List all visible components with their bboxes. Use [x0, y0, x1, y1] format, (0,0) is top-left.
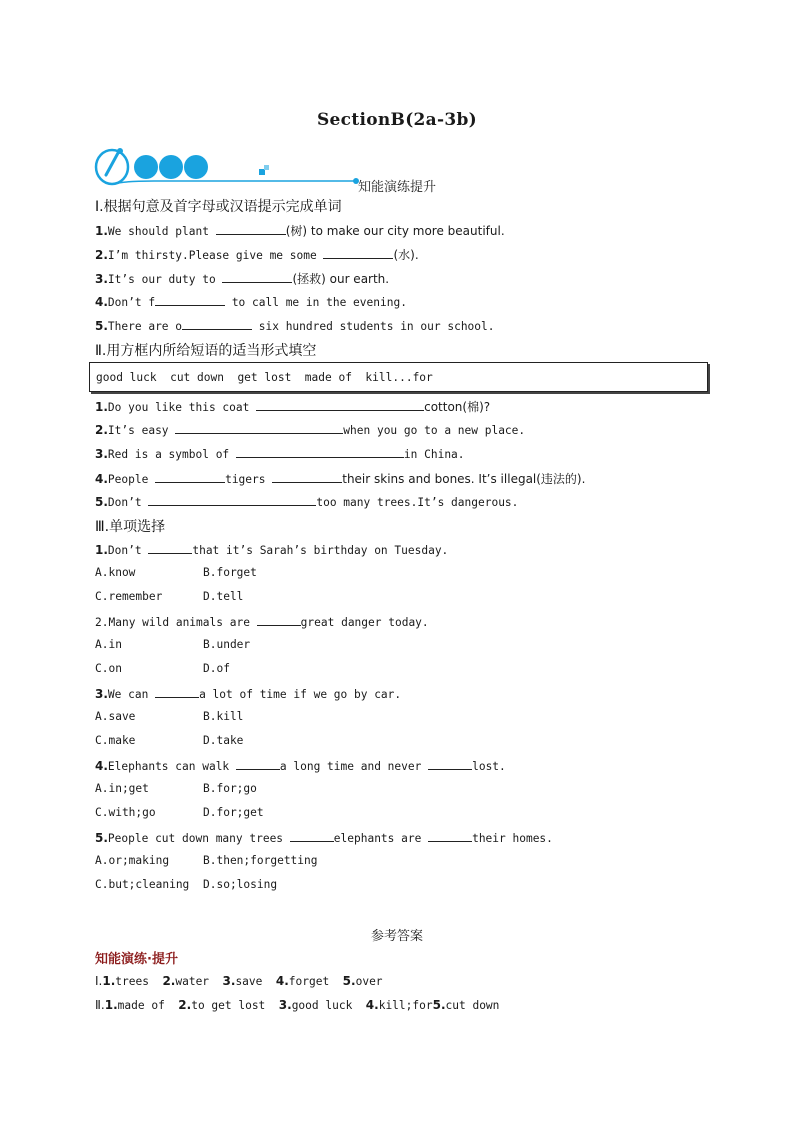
answer-blank[interactable] [256, 399, 424, 411]
answers-line-1: Ⅰ.1.trees 2.water 3.save 4.forget 5.over [95, 974, 383, 988]
s3-q2-option-a[interactable]: A.in [95, 638, 122, 651]
section2-heading: Ⅱ.用方框内所给短语的适当形式填空 [95, 343, 317, 359]
s2-item-1: 1.Do you like this coat cotton(棉)? [95, 400, 491, 414]
s3-question-5: 5.People cut down many trees elephants are their homes. [95, 831, 553, 845]
answer-blank[interactable] [428, 830, 472, 842]
s3-q5-option-b[interactable]: B.then;forgetting [203, 854, 318, 867]
s2-item-4: 4.People tigers their skins and bones. It’s illegal(违法的). [95, 472, 586, 486]
answer-blank[interactable] [148, 542, 192, 554]
s3-q4-option-a[interactable]: A.in;get [95, 782, 149, 795]
s3-q3-option-c[interactable]: C.make [95, 734, 136, 747]
answer-blank[interactable] [236, 446, 404, 458]
s3-q2-option-d[interactable]: D.of [203, 662, 230, 675]
answer-blank[interactable] [236, 758, 280, 770]
page-title: SectionB(2a-3b) [316, 110, 478, 130]
s3-q5-option-a[interactable]: A.or;making [95, 854, 170, 867]
s3-q2-option-b[interactable]: B.under [203, 638, 251, 651]
s3-q3-option-a[interactable]: A.save [95, 710, 136, 723]
answer-blank[interactable] [155, 471, 225, 483]
answer-blank[interactable] [257, 614, 301, 626]
s3-q5-option-c[interactable]: C.but;cleaning [95, 878, 190, 891]
s3-question-4: 4.Elephants can walk a long time and never lost. [95, 759, 506, 773]
s2-item-3: 3.Red is a symbol of in China. [95, 447, 465, 461]
s3-q4-option-c[interactable]: C.with;go [95, 806, 156, 819]
s3-q1-option-b[interactable]: B.forget [203, 566, 257, 579]
s3-question-1: 1.Don’t that it’s Sarah’s birthday on Tuesday. [95, 543, 449, 557]
s1-item-1: 1.We should plant (树) to make our city more beautiful. [95, 224, 505, 238]
s1-item-2: 2.I’m thirsty.Please give me some (水). [95, 248, 419, 262]
s2-item-2: 2.It’s easy when you go to a new place. [95, 423, 526, 437]
s3-q1-option-a[interactable]: A.know [95, 566, 136, 579]
s1-item-5: 5.There are o six hundred students in our school. [95, 319, 495, 333]
s3-q3-option-d[interactable]: D.take [203, 734, 244, 747]
answer-blank[interactable] [222, 271, 292, 283]
s1-item-4: 4.Don’t f to call me in the evening. [95, 295, 407, 309]
answers-line-2: Ⅱ.1.made of 2.to get lost 3.good luck 4.kill;for5.cut down [95, 998, 500, 1012]
s3-question-2: 2.Many wild animals are great danger today. [95, 616, 429, 629]
answer-blank[interactable] [155, 686, 199, 698]
s2-item-5: 5.Don’t too many trees.It’s dangerous. [95, 495, 519, 509]
phrase-box-text: good luck cut down get lost made of kill...for [96, 371, 433, 384]
section3-heading: Ⅲ.单项选择 [95, 519, 166, 535]
s3-q5-option-d[interactable]: D.so;losing [203, 878, 278, 891]
s3-q4-option-d[interactable]: D.for;get [203, 806, 264, 819]
answer-blank[interactable] [290, 830, 334, 842]
section1-heading: Ⅰ.根据句意及首字母或汉语提示完成单词 [95, 199, 342, 215]
answer-blank[interactable] [155, 294, 225, 306]
phrase-box [89, 362, 708, 392]
answer-blank[interactable] [182, 318, 252, 330]
banner-label: 知能演练提升 [358, 180, 437, 195]
answer-blank[interactable] [175, 422, 343, 434]
s3-q3-option-b[interactable]: B.kill [203, 710, 244, 723]
s3-question-3: 3.We can a lot of time if we go by car. [95, 687, 402, 701]
answer-blank[interactable] [428, 758, 472, 770]
answer-blank[interactable] [323, 247, 393, 259]
s1-item-3: 3.It’s our duty to (拯救) our earth. [95, 272, 390, 286]
s3-q4-option-b[interactable]: B.for;go [203, 782, 257, 795]
answer-blank[interactable] [272, 471, 342, 483]
s3-q2-option-c[interactable]: C.on [95, 662, 122, 675]
answer-blank[interactable] [216, 223, 286, 235]
answers-title: 参考答案 [370, 929, 423, 944]
answer-blank[interactable] [148, 494, 316, 506]
answers-subtitle: 知能演练·提升 [95, 952, 178, 967]
s3-q1-option-c[interactable]: C.remember [95, 590, 163, 603]
s3-q1-option-d[interactable]: D.tell [203, 590, 244, 603]
